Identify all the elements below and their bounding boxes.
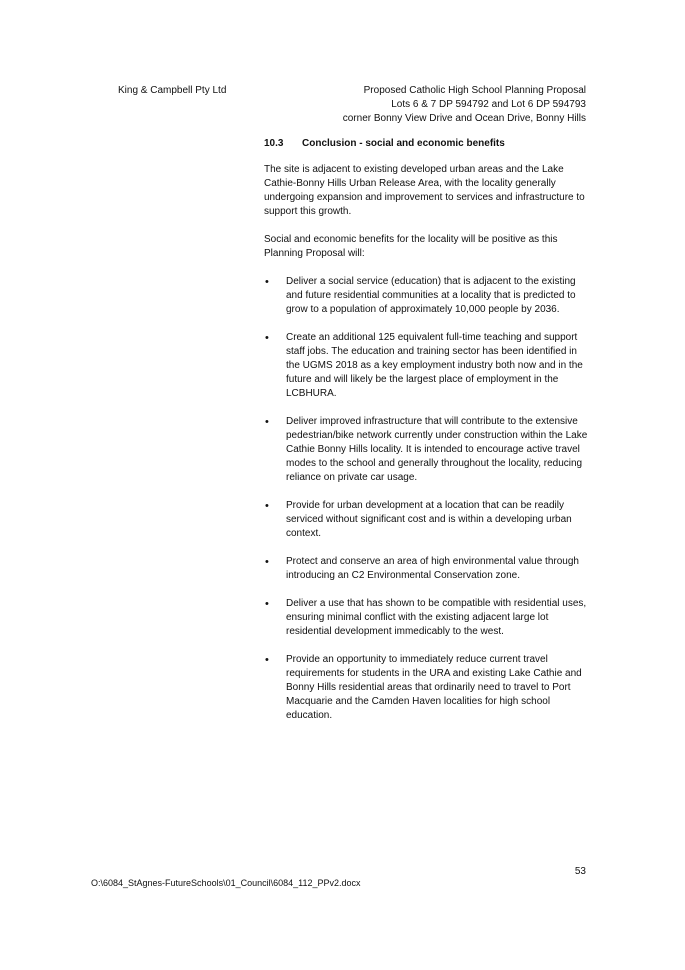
list-item-text: Provide an opportunity to immediately reduce current travel requirements for students in the URA and existing Lake Cathie and Bonny Hills residential areas that ordinarily need to travel to Port Macquarie and the Camden Haven localities for high school education. <box>286 654 582 721</box>
benefits-list <box>264 275 590 723</box>
list-item <box>264 415 590 485</box>
header-title-line-2: Lots 6 & 7 DP 594792 and Lot 6 DP 594793 <box>391 99 586 110</box>
list-item-text: Create an additional 125 equivalent full-time teaching and support staff jobs. The education and training sector has been identified in the UGMS 2018 as a key employment industry both now and in the future and will likely be the largest place of employment in the LCBHURA. <box>286 332 583 399</box>
list-item <box>264 597 590 639</box>
intro-paragraph: The site is adjacent to existing developed urban areas and the Lake Cathie-Bonny Hills Urban Release Area, with the locality generally undergoing expansion and improvement to services and infrastructure to support this growth. <box>264 164 585 217</box>
list-item <box>264 555 590 583</box>
bullet-icon: • <box>265 556 269 568</box>
bullet-icon: • <box>265 416 269 428</box>
bullet-icon: • <box>265 654 269 666</box>
section-title: Conclusion - social and economic benefits <box>302 138 505 149</box>
header-document-title <box>343 84 586 126</box>
list-item-text: Provide for urban development at a location that can be readily serviced without significant cost and is within a developing urban context. <box>286 500 572 539</box>
main-content <box>264 137 590 737</box>
list-item-text: Protect and conserve an area of high environmental value through introducing an C2 Environmental Conservation zone. <box>286 556 579 581</box>
section-number: 10.3 <box>264 138 284 149</box>
header-company: King & Campbell Pty Ltd <box>118 85 227 96</box>
bullet-icon: • <box>265 332 269 344</box>
list-item <box>264 331 590 401</box>
header-title-line-3: corner Bonny View Drive and Ocean Drive, Bonny Hills <box>342 113 586 124</box>
lead-in-paragraph: Social and economic benefits for the locality will be positive as this Planning Proposal will: <box>264 234 558 259</box>
list-item <box>264 499 590 541</box>
section-heading <box>264 137 590 151</box>
bullet-icon: • <box>265 598 269 610</box>
footer-file-path: O:\6084_StAgnes-FutureSchools\01_Council\6084_112_PPv2.docx <box>91 878 361 888</box>
bullet-icon: • <box>265 500 269 512</box>
header-title-line-1: Proposed Catholic High School Planning Proposal <box>363 85 586 96</box>
list-item-text: Deliver a social service (education) that is adjacent to the existing and future residential communities at a locality that is predicted to grow to a population of approximately 10,000 people by 2036. <box>286 276 576 315</box>
list-item-text: Deliver improved infrastructure that will contribute to the extensive pedestrian/bike network currently under construction within the Lake Cathie Bonny Hills locality. It is intended to encourage active travel modes to the school and generally throughout the locality, reducing reliance on private car usage. <box>286 416 588 483</box>
page-number: 53 <box>574 866 586 877</box>
list-item <box>264 653 590 723</box>
list-item <box>264 275 590 317</box>
list-item-text: Deliver a use that has shown to be compatible with residential uses, ensuring minimal conflict with the existing adjacent large lot residential development immedicably to the west. <box>286 598 587 637</box>
bullet-icon: • <box>265 276 269 288</box>
